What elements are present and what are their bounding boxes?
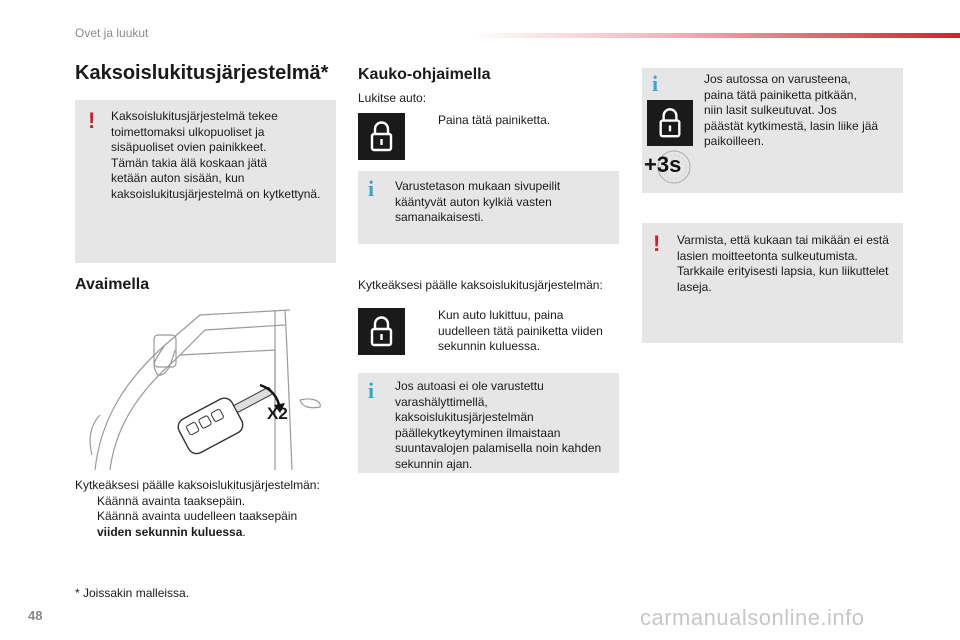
section-heading-key: Avaimella bbox=[75, 276, 150, 293]
warning-text-windows: Varmista, että kukaan tai mikään ei estä lasien moitteetonta sulkeutumista. Tarkkaile erityisesti lapsia, kun liikuttelet laseja. bbox=[677, 233, 889, 294]
info-icon: i bbox=[652, 71, 659, 96]
info-box-mirrors bbox=[358, 171, 619, 244]
warning-box-windows bbox=[642, 223, 903, 343]
lock-label: Lukitse auto: bbox=[358, 91, 427, 105]
lock-button-icon bbox=[358, 113, 405, 160]
key-step-1: Käännä avainta taaksepäin. bbox=[97, 493, 246, 508]
hold-duration-badge: +3s bbox=[644, 152, 682, 177]
lock-button-icon bbox=[647, 100, 693, 146]
bullet-icon bbox=[75, 509, 97, 540]
press-instruction: Paina tätä painiketta. bbox=[416, 113, 550, 129]
double-lock-instruction: Kun auto lukittuu, paina uudelleen tätä painiketta viiden sekunnin kuluessa. bbox=[416, 308, 603, 355]
lock-button-icon bbox=[358, 308, 405, 355]
info-text-windows: Jos autossa on varusteena, paina tätä painiketta pitkään, niin lasit sulkeutuvat. Jos päästät kytkimestä, lasin liike jää paikoilleen. bbox=[704, 72, 879, 149]
header-accent-bar bbox=[470, 33, 960, 38]
key-step-2: Käännä avainta uudelleen taaksepäin viiden sekunnin kuluessa. bbox=[97, 509, 298, 539]
key-steps-intro: Kytkeäksesi päälle kaksoislukitusjärjestelmän: bbox=[75, 478, 320, 492]
info-box-windows bbox=[642, 68, 903, 193]
page-number: 48 bbox=[28, 608, 43, 623]
info-icon: i bbox=[368, 176, 375, 201]
warning-icon: ! bbox=[653, 231, 661, 256]
warning-text: Kaksoislukitusjärjestelmä tekee toimettomaksi ulkopuoliset ja sisäpuoliset ovien painikkeet. Tämän takia älä koskaan jätä ketään auton sisään, kun kaksoislukitusjärjestelmä on kytkettynä. bbox=[111, 109, 321, 201]
double-turn-badge: X2 bbox=[267, 404, 288, 423]
car-door-key-illustration bbox=[80, 305, 336, 475]
key-steps bbox=[75, 478, 345, 540]
section-title: Ovet ja luukut bbox=[75, 26, 149, 40]
bullet-icon bbox=[416, 308, 438, 355]
info-box-alarm bbox=[358, 373, 619, 473]
watermark: carmanualsonline.info bbox=[640, 605, 865, 630]
warning-box bbox=[75, 100, 336, 263]
footnote: * Joissakin malleissa. bbox=[75, 586, 190, 600]
bullet-icon bbox=[75, 494, 97, 510]
page-title: Kaksoislukitusjärjestelmä* bbox=[75, 62, 329, 84]
section-heading-remote: Kauko-ohjaimella bbox=[358, 66, 491, 83]
double-lock-intro: Kytkeäksesi päälle kaksoislukitusjärjestelmän: bbox=[358, 278, 603, 292]
bullet-icon bbox=[416, 113, 438, 129]
warning-icon: ! bbox=[88, 108, 96, 133]
info-text-alarm: Jos autoasi ei ole varustettu varashälyttimellä, kaksoislukitusjärjestelmän päällekytkeytyminen ilmaistaan suuntavalojen palamisella noin kahden sekunnin ajan. bbox=[395, 379, 602, 471]
info-icon: i bbox=[368, 378, 375, 403]
info-text-mirrors: Varustetason mukaan sivupeilit kääntyvät auton kylkiä vasten samanaikaisesti. bbox=[395, 179, 561, 225]
